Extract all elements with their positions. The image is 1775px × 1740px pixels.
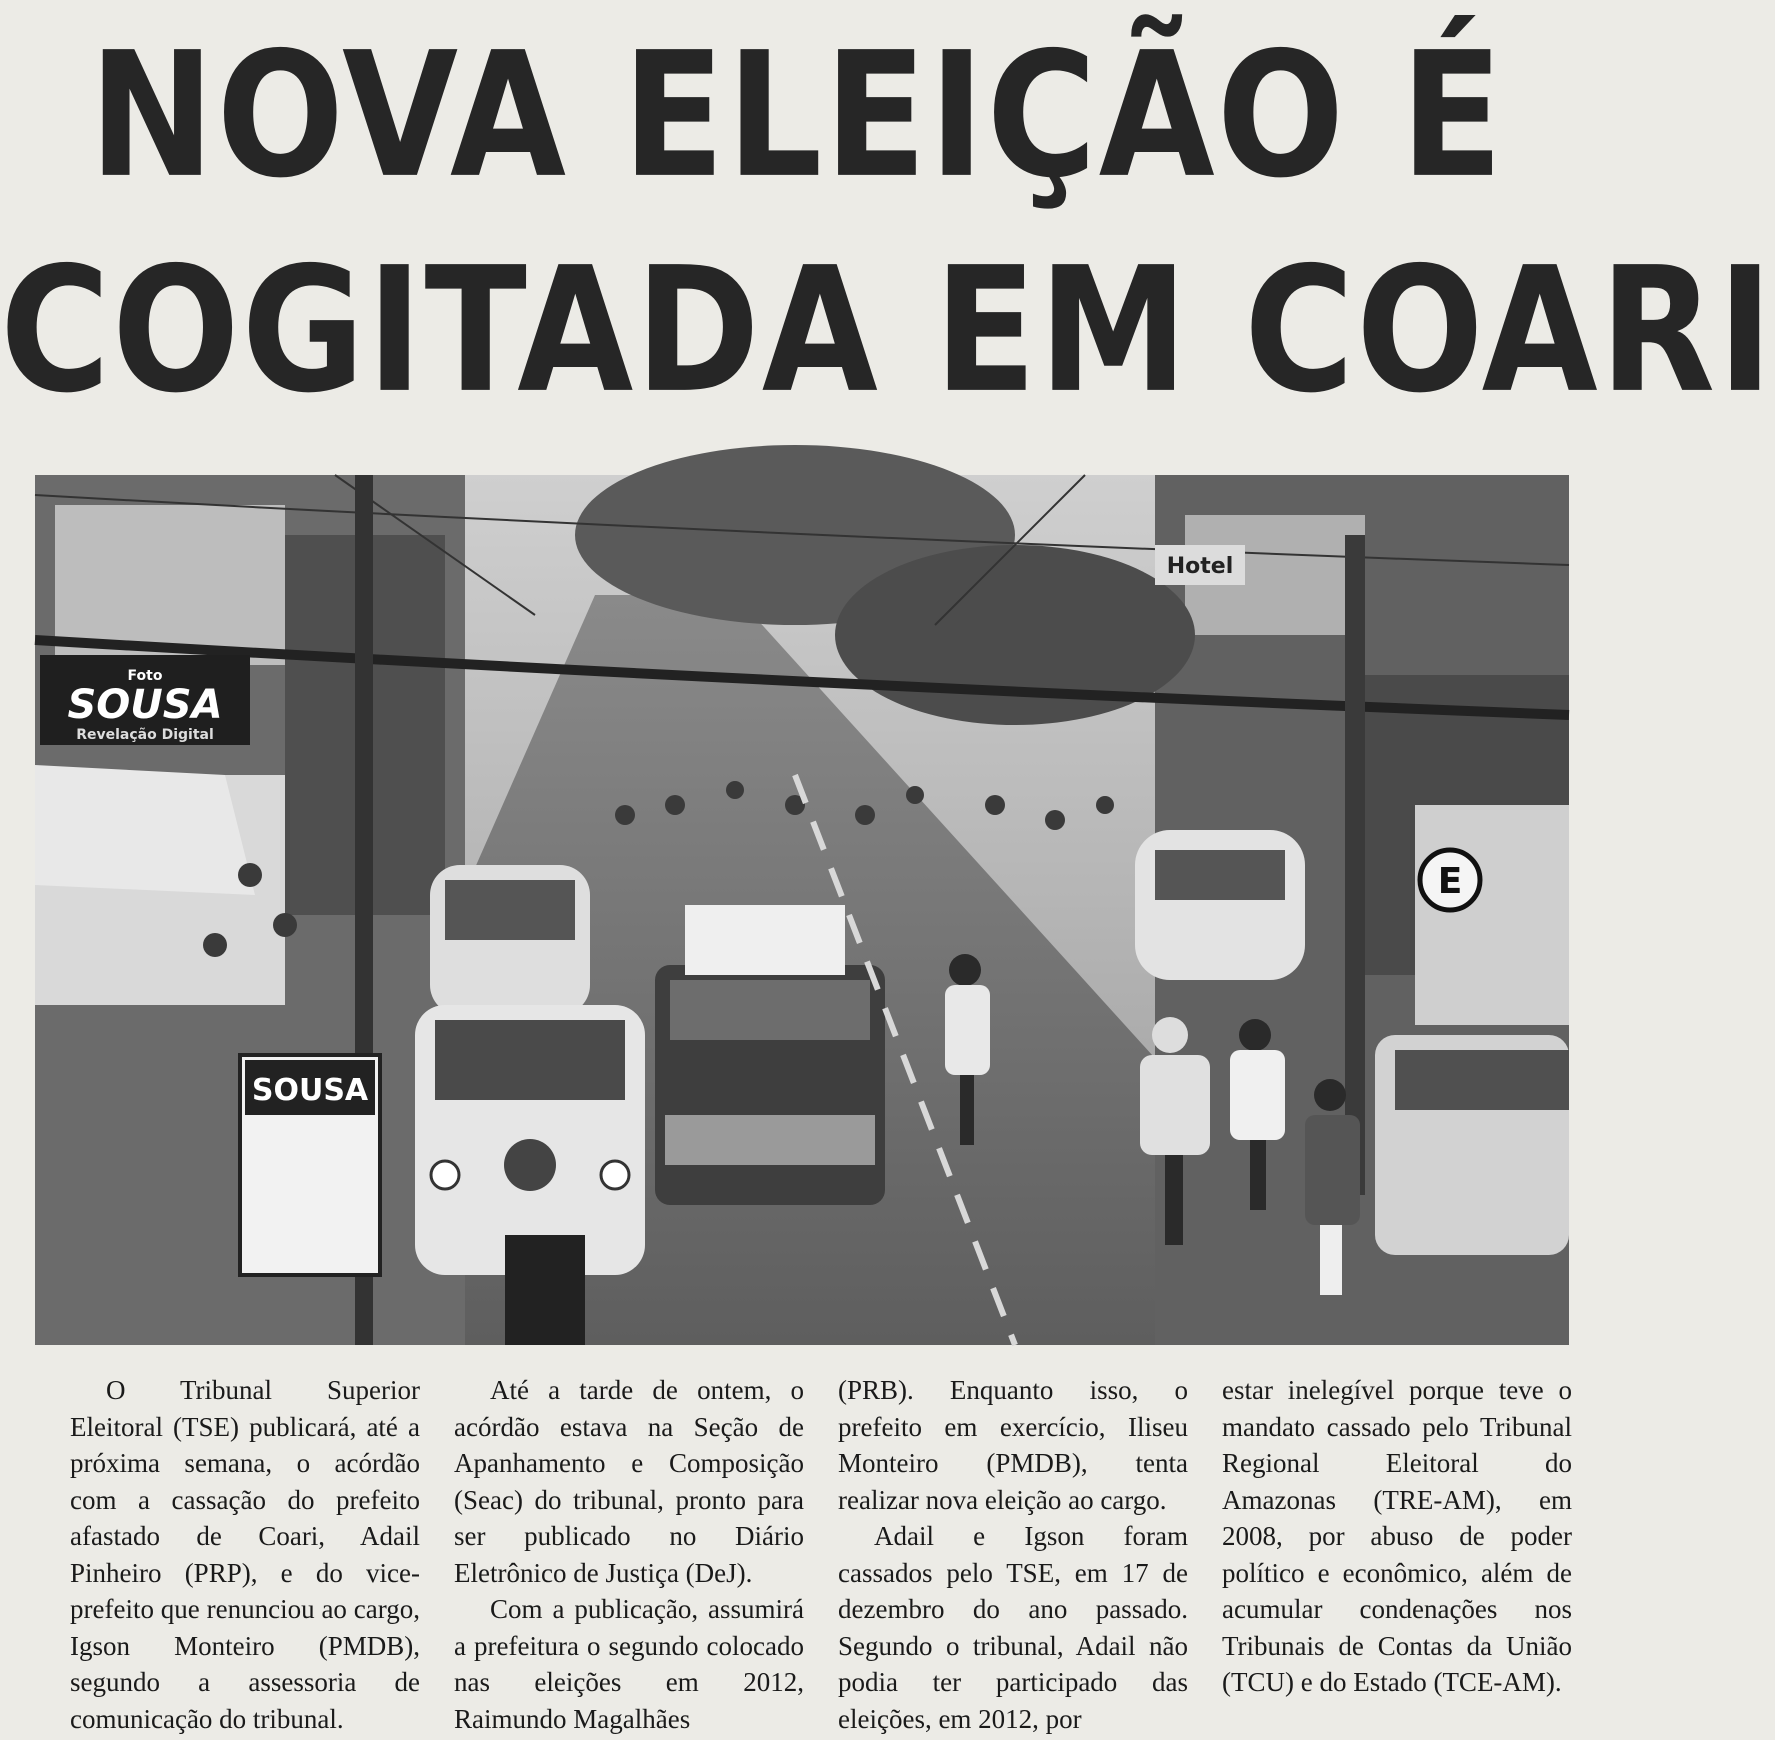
article-body	[70, 1372, 1578, 1732]
article-column-4	[1222, 1372, 1572, 1732]
headline-line-1: NOVA ELEIÇÃO É	[89, 16, 1505, 217]
street-photo	[35, 475, 1569, 1345]
article-column-3	[838, 1372, 1188, 1732]
paragraph: O Tribunal Superior Eleitoral (TSE) publicará, até a próxima semana, o acórdão com a cassação do prefeito afastado de Coari, Adail Pinheiro (PRP), e do vice-prefeito que renunciou ao cargo, Igson Monteiro (PMDB), segundo a assessoria de comunicação do tribunal.	[70, 1375, 420, 1734]
sign-sousa-board: SOUSA	[251, 1073, 369, 1108]
sign-sousa-main: SOUSA	[67, 682, 223, 728]
paragraph: estar inelegível porque teve o mandato cassado pelo Tribunal Regional Eleitoral do Amazonas (TRE-AM), em 2008, por abuso de poder político e econômico, além de acumular condenações nos Tribunais de Contas da União (TCU) e do Estado (TCE-AM).	[1222, 1375, 1572, 1697]
sign-foto-label: Foto	[127, 668, 163, 684]
article-column-2	[454, 1372, 804, 1732]
sign-parking: E	[1437, 861, 1463, 902]
sign-hotel: Hotel	[1166, 554, 1234, 579]
headline-line-2: COGITADA EM COARI	[0, 231, 1775, 432]
paragraph: Adail e Igson foram cassados pelo TSE, em 17 de dezembro do ano passado. Segundo o tribunal, Adail não podia ter participado das eleições, em 2012, por	[838, 1521, 1188, 1734]
sign-sousa-sub: Revelação Digital	[76, 727, 214, 743]
paragraph: (PRB). Enquanto isso, o prefeito em exercício, Iliseu Monteiro (PMDB), tenta realizar nova eleição ao cargo.	[838, 1375, 1188, 1515]
paragraph: Até a tarde de ontem, o acórdão estava na Seção de Apanhamento e Composição (Seac) do tribunal, pronto para ser publicado no Diário Eletrônico de Justiça (DeJ).	[454, 1375, 804, 1588]
paragraph: Com a publicação, assumirá a prefeitura o segundo colocado nas eleições em 2012, Raimundo Magalhães	[454, 1594, 804, 1734]
article-column-1	[70, 1372, 420, 1732]
